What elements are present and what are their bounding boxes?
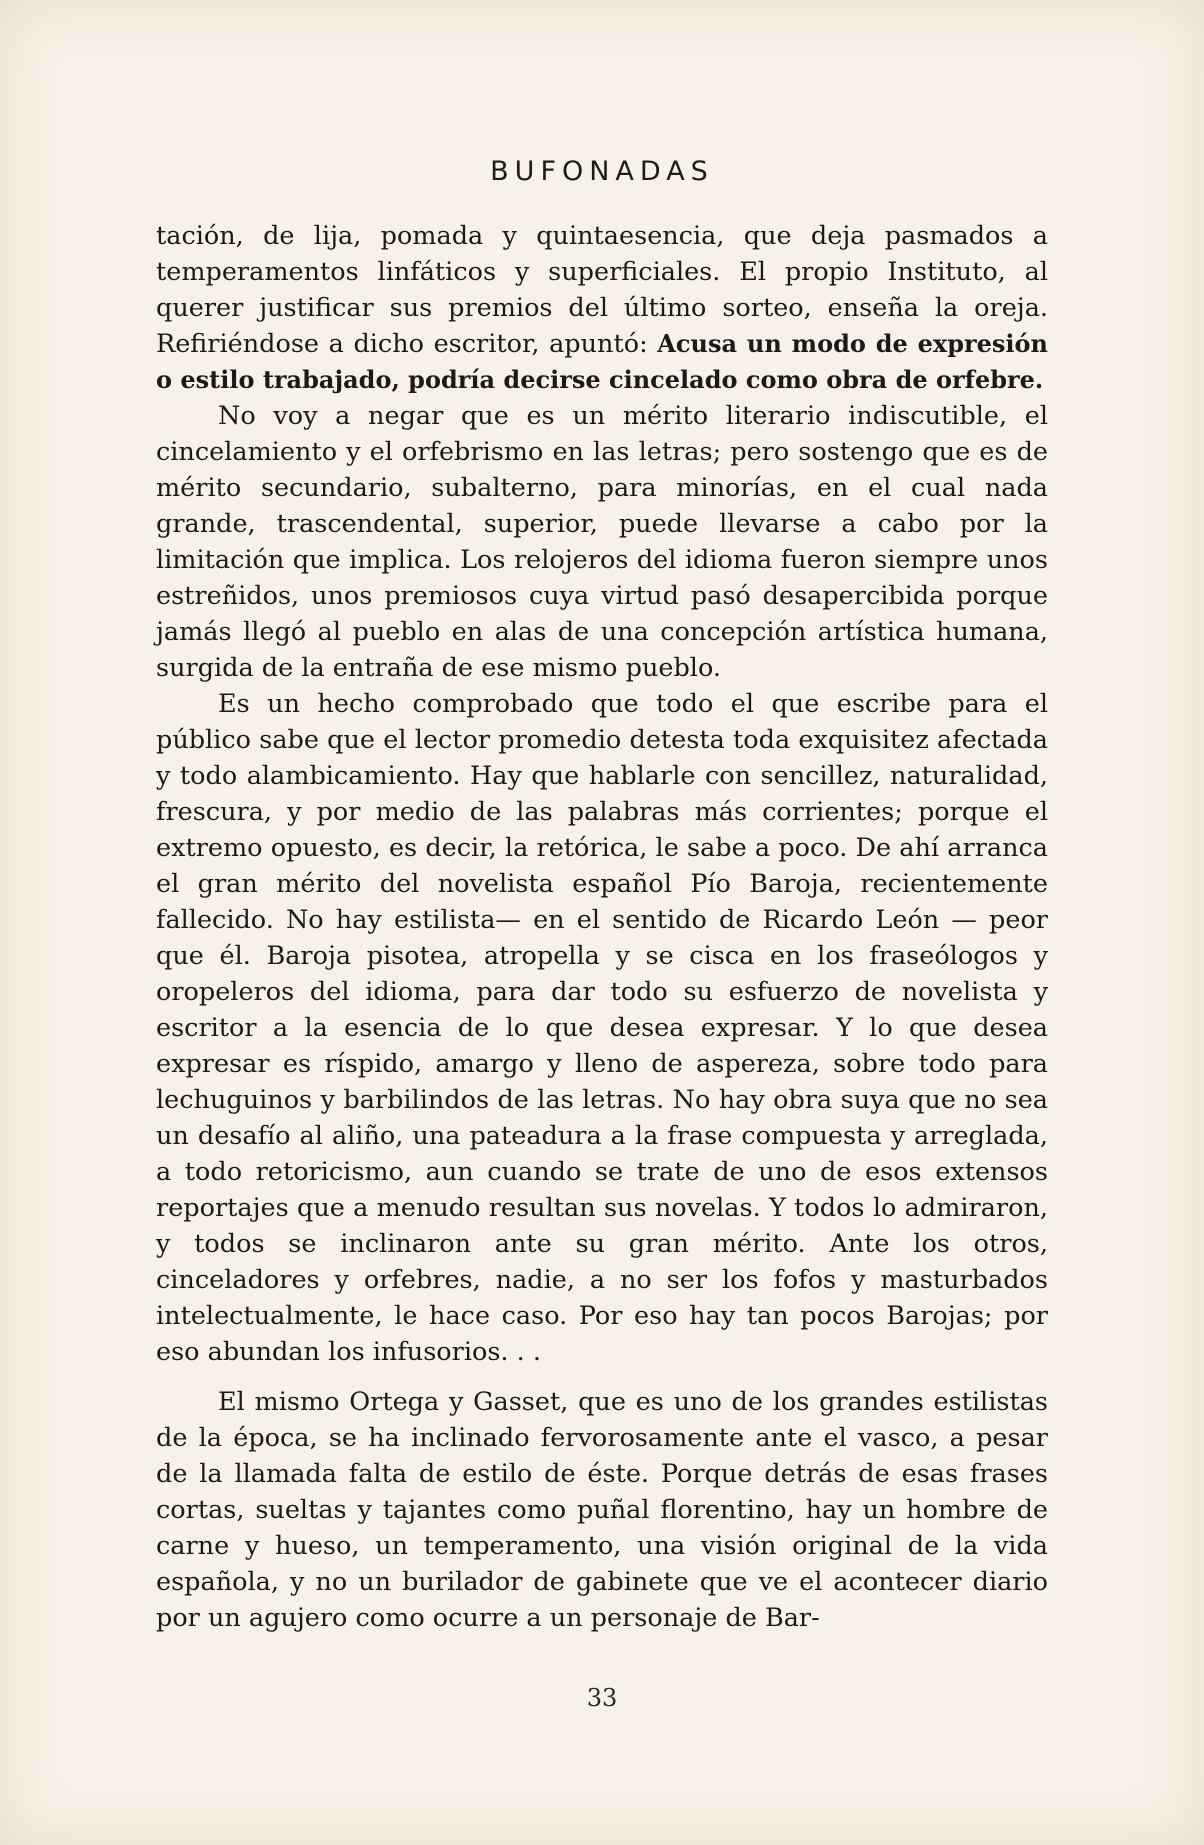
- paragraph-4: El mismo Ortega y Gasset, que es uno de los grandes estilistas de la época, se ha inclinado fervorosamente ante el vasco, a pesar de la llamada falta de estilo de éste. Porque detrás de esas frases cortas, sueltas y tajantes como puñal florentino, hay un hombre de carne y hueso, un temperamento, una visión original de la vida española, y no un burilador de gabinete que ve el acontecer diario por un agujero como ocurre a un personaje de Bar-: [156, 1387, 1048, 1633]
- page-number: 33: [586, 1684, 618, 1712]
- body-text: [156, 218, 1048, 1636]
- paragraph-3: Es un hecho comprobado que todo el que escribe para el público sabe que el lector promedio detesta toda exquisitez afectada y todo alambicamiento. Hay que hablarle con sencillez, naturalidad, frescura, y por medio de las palabras más corrientes; porque el extremo opuesto, es decir, la retórica, le sabe a poco. De ahí arranca el gran mérito del novelista español Pío Baroja, recientemente fallecido. No hay estilista— en el sentido de Ricardo León — peor que él. Baroja pisotea, atropella y se cisca en los fraseólogos y oropeleros del idioma, para dar todo su esfuerzo de novelista y escritor a la esencia de lo que desea expresar. Y lo que desea expresar es ríspido, amargo y lleno de aspereza, sobre todo para lechuguinos y barbilindos de las letras. No hay obra suya que no sea un desafío al aliño, una pateadura a la frase compuesta y arreglada, a todo retoricismo, aun cuando se trate de uno de esos extensos reportajes que a menudo resultan sus novelas. Y todos lo admiraron, y todos se inclinaron ante su gran mérito. Ante los otros, cinceladores y orfebres, nadie, a no ser los fofos y masturbados intelectualmente, le hace caso. Por eso hay tan pocos Barojas; por eso abundan los infusorios. . .: [156, 689, 1048, 1367]
- paragraph-1-text: tación, de lija, pomada y quintaesencia, que deja pasmados a temperamentos linfáticos y superficiales. El propio Instituto, al querer justificar sus premios del último sorteo, enseña la oreja. Refiriéndose a dicho escritor, apuntó:: [156, 221, 1048, 359]
- paragraph-2: No voy a negar que es un mérito literario indiscutible, el cincelamiento y el orfebrismo en las letras; pero sostengo que es de mérito secundario, subalterno, para minorías, en el cual nada grande, trascendental, superior, puede llevarse a cabo por la limitación que implica. Los relojeros del idioma fueron siempre unos estreñidos, unos premiosos cuya virtud pasó desapercibida porque jamás llegó al pueblo en alas de una concepción artística humana, surgida de la entraña de ese mismo pueblo.: [156, 401, 1048, 683]
- running-header: BUFONADAS: [490, 156, 714, 187]
- paragraph-1: [156, 218, 1048, 398]
- bold-quote: Acusa un modo de expresión o estilo trabajado, podría decirse cincelado como obra de orfebre.: [156, 329, 1048, 394]
